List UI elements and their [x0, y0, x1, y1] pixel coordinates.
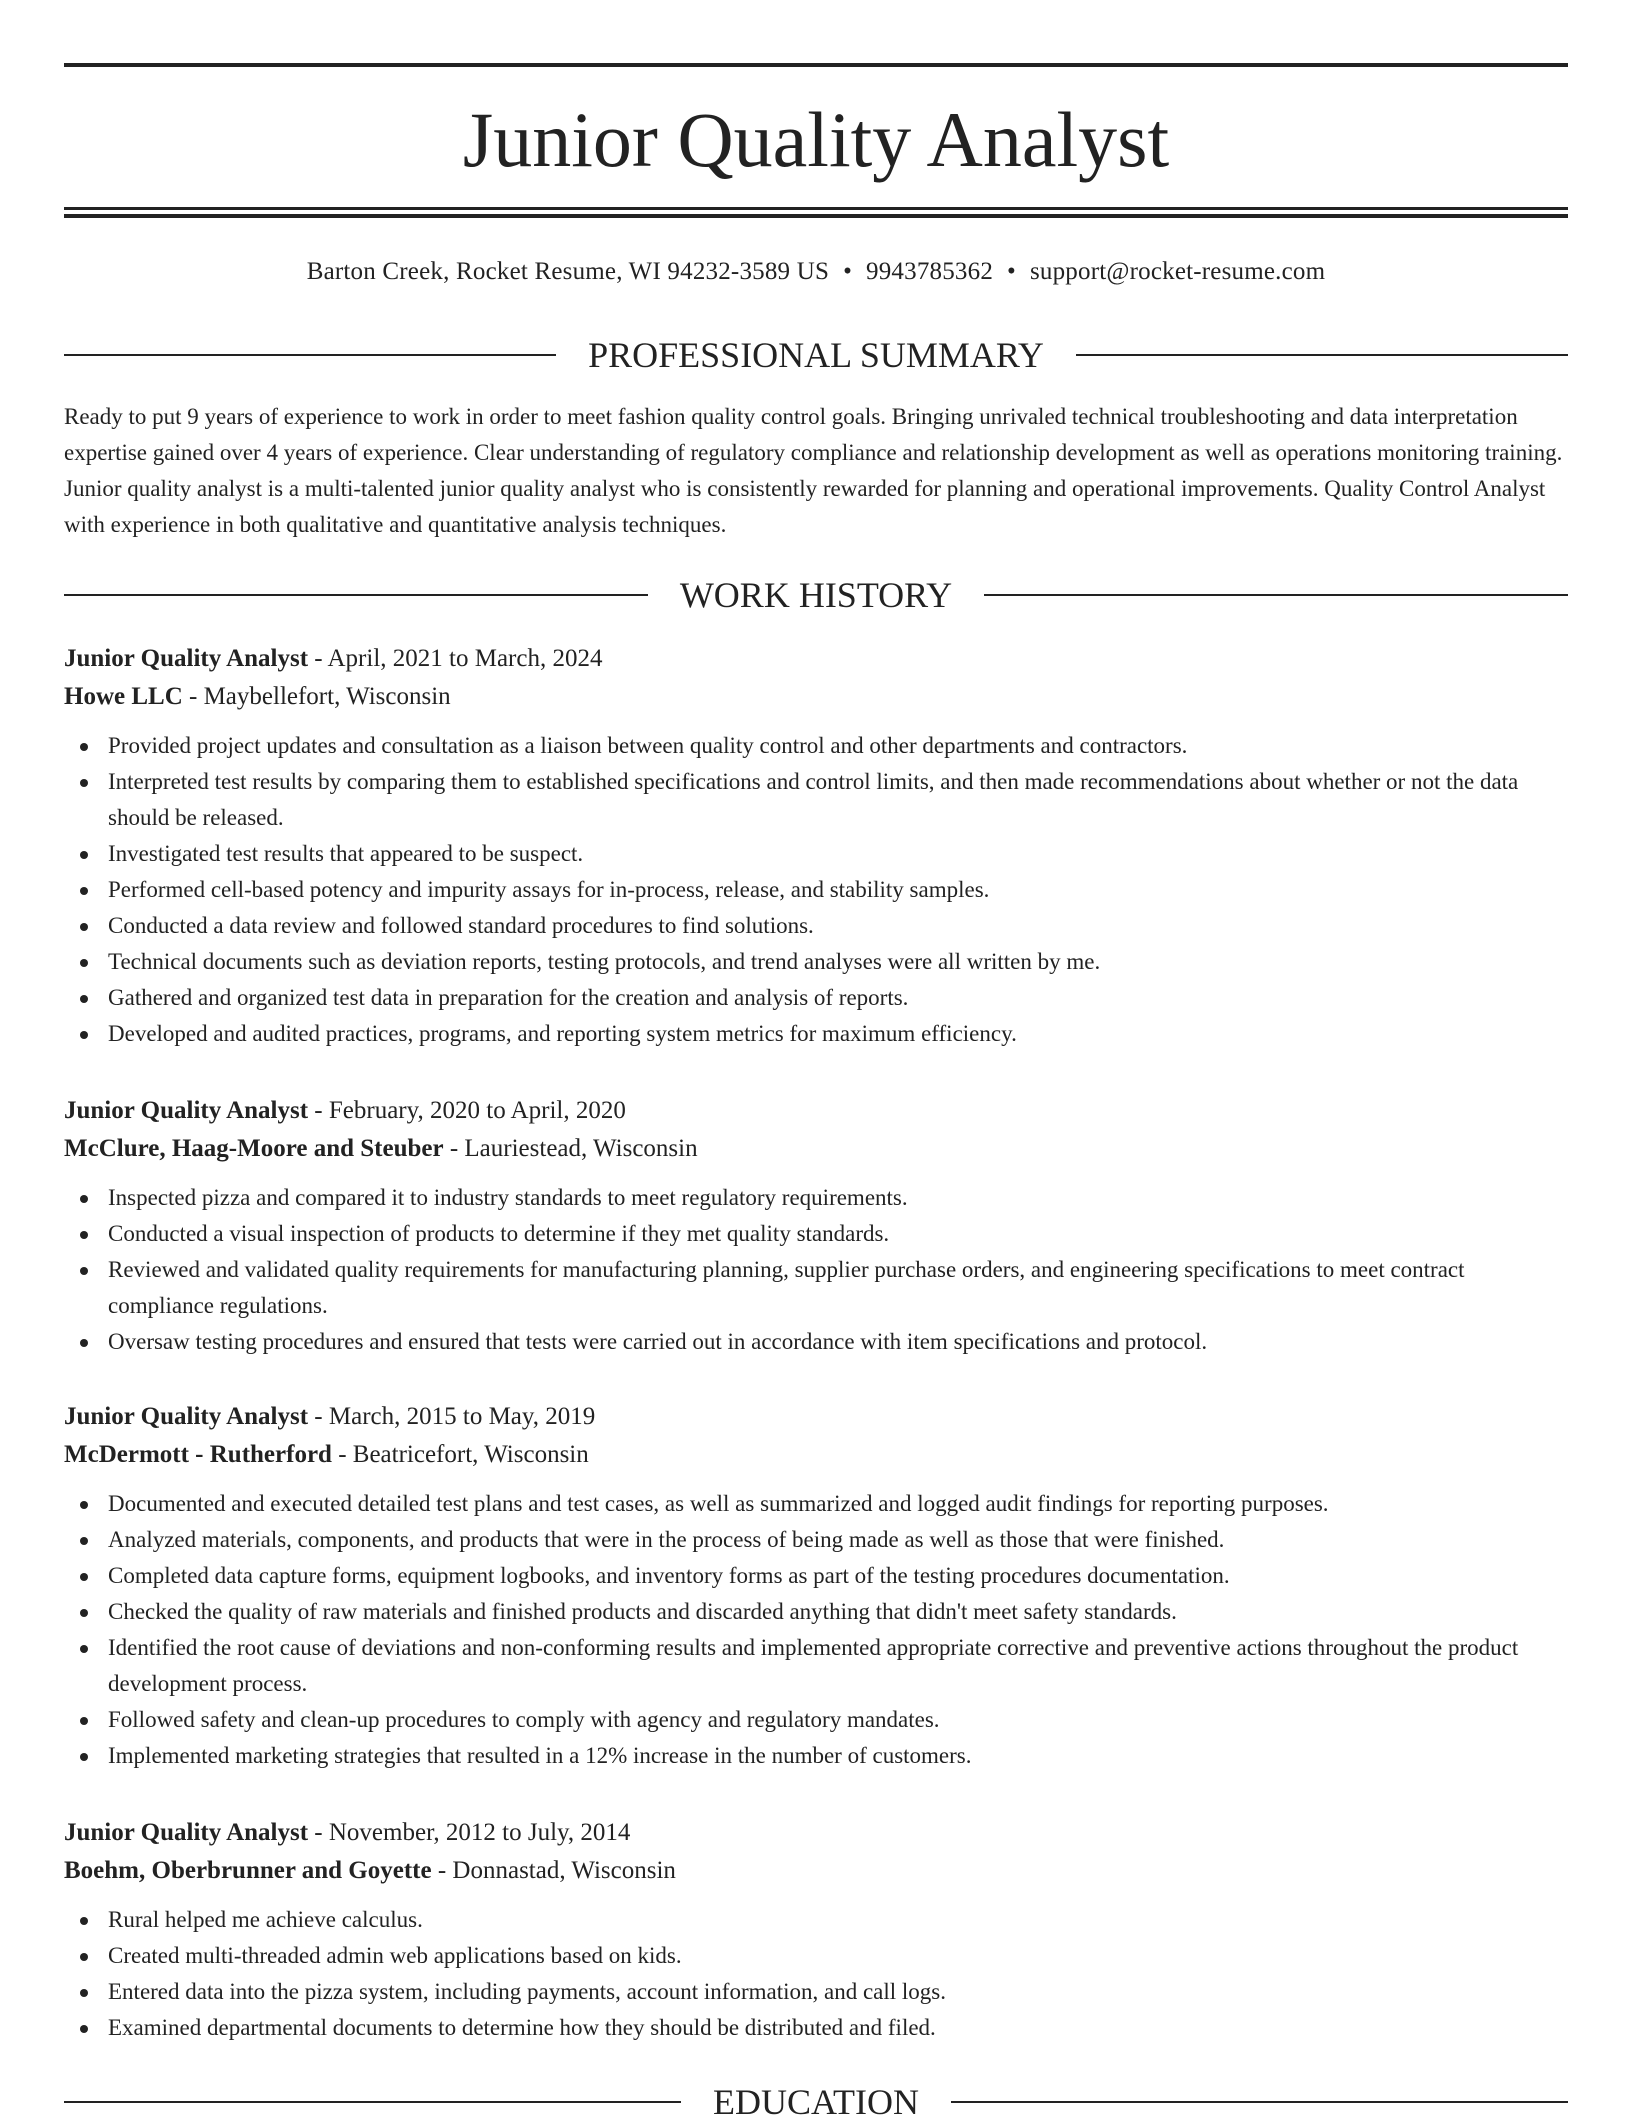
job-bullets — [64, 728, 1568, 1052]
list-item: Followed safety and clean-up procedures to comply with agency and regulatory mandates. — [64, 1702, 1568, 1738]
job-title: Junior Quality Analyst — [64, 1097, 309, 1124]
list-item: Rural helped me achieve calculus. — [64, 1902, 1568, 1938]
list-item: Checked the quality of raw materials and finished products and discarded anything that didn't meet safety standards. — [64, 1594, 1568, 1630]
summary-text: Ready to put 9 years of experience to work in order to meet fashion quality control goals. Bringing unrivaled technical troubleshooting and data interpretation expertise gained over 4 years of experience. Clear understanding of regulatory compliance and relationship development as well as operations monitoring training. Junior quality analyst is a multi-talented junior quality analyst who is consistently rewarded for planning and operational improvements. Quality Control Analyst with experience in both qualitative and quantitative analysis techniques. — [64, 404, 1563, 537]
list-item: Conducted a data review and followed standard procedures to find solutions. — [64, 908, 1568, 944]
list-item: Technical documents such as deviation reports, testing protocols, and trend analyses were all written by me. — [64, 944, 1568, 980]
list-item: Reviewed and validated quality requirements for manufacturing planning, supplier purchase orders, and engineering specifications to meet contract compliance regulations. — [64, 1252, 1568, 1324]
list-item: Created multi-threaded admin web applications based on kids. — [64, 1938, 1568, 1974]
list-item: Performed cell-based potency and impurity assays for in-process, release, and stability samples. — [64, 872, 1568, 908]
job-company-line — [64, 1436, 1568, 1474]
job-entry — [64, 1814, 1568, 2046]
job-location: - Maybellefort, Wisconsin — [182, 683, 451, 710]
list-item: Conducted a visual inspection of products to determine if they met quality standards. — [64, 1216, 1568, 1252]
job-company: Howe LLC — [64, 683, 183, 710]
double-rule — [64, 207, 1568, 218]
job-title-line — [64, 1092, 1568, 1130]
heading-rule — [64, 2101, 681, 2103]
job-company: McDermott - Rutherford — [64, 1441, 332, 1468]
job-company-line — [64, 678, 1568, 716]
heading-rule — [1076, 354, 1568, 356]
list-item: Entered data into the pizza system, including payments, account information, and call logs. — [64, 1974, 1568, 2010]
list-item: Oversaw testing procedures and ensured that tests were carried out in accordance with item specifications and protocol. — [64, 1324, 1568, 1360]
list-item: Inspected pizza and compared it to industry standards to meet regulatory requirements. — [64, 1180, 1568, 1216]
section-heading-education — [64, 2078, 1568, 2126]
job-dates: - April, 2021 to March, 2024 — [308, 645, 603, 672]
list-item: Analyzed materials, components, and products that were in the process of being made as well as those that were finished. — [64, 1522, 1568, 1558]
list-item: Gathered and organized test data in preparation for the creation and analysis of reports. — [64, 980, 1568, 1016]
contact-email: support@rocket-resume.com — [1029, 258, 1326, 285]
job-title-line — [64, 640, 1568, 678]
job-company-line — [64, 1852, 1568, 1890]
list-item: Examined departmental documents to determine how they should be distributed and filed. — [64, 2010, 1568, 2046]
resume-title: Junior Quality Analyst — [462, 96, 1170, 183]
job-company-line — [64, 1130, 1568, 1168]
job-bullets — [64, 1180, 1568, 1360]
section-title: WORK HISTORY — [679, 575, 953, 615]
list-item: Identified the root cause of deviations and non-conforming results and implemented appropriate corrective and preventive actions throughout the product development process. — [64, 1630, 1568, 1702]
job-title: Junior Quality Analyst — [64, 645, 309, 672]
list-item: Developed and audited practices, programs, and reporting system metrics for maximum efficiency. — [64, 1016, 1568, 1052]
job-entry — [64, 640, 1568, 1052]
contact-line — [64, 252, 1568, 292]
job-location: - Beatricefort, Wisconsin — [331, 1441, 589, 1468]
job-title-line — [64, 1814, 1568, 1852]
job-dates: - February, 2020 to April, 2020 — [308, 1097, 626, 1124]
job-company: Boehm, Oberbrunner and Goyette — [64, 1857, 432, 1884]
contact-separator: • — [1007, 258, 1016, 285]
contact-separator: • — [843, 258, 853, 285]
list-item: Documented and executed detailed test plans and test cases, as well as summarized and logged audit findings for reporting purposes. — [64, 1486, 1568, 1522]
contact-phone: 9943785362 — [866, 258, 994, 285]
heading-rule — [64, 594, 648, 596]
job-company: McClure, Haag-Moore and Steuber — [64, 1135, 444, 1162]
list-item: Interpreted test results by comparing them to established specifications and control limits, and then made recommendations about whether or not the data should be released. — [64, 764, 1568, 836]
job-title-line — [64, 1398, 1568, 1436]
section-heading-work-history — [64, 571, 1568, 619]
section-heading-summary — [64, 331, 1568, 379]
job-bullets — [64, 1902, 1568, 2046]
contact-address: Barton Creek, Rocket Resume, WI 94232-3589 US — [306, 258, 830, 285]
job-bullets — [64, 1486, 1568, 1774]
list-item: Implemented marketing strategies that resulted in a 12% increase in the number of customers. — [64, 1738, 1568, 1774]
job-location: - Lauriestead, Wisconsin — [443, 1135, 698, 1162]
job-dates: - November, 2012 to July, 2014 — [308, 1819, 631, 1846]
section-title: EDUCATION — [713, 2082, 919, 2122]
heading-rule — [64, 354, 556, 356]
job-dates: - March, 2015 to May, 2019 — [308, 1403, 596, 1430]
job-title: Junior Quality Analyst — [64, 1819, 309, 1846]
heading-rule — [984, 594, 1568, 596]
job-entry — [64, 1398, 1568, 1774]
job-title: Junior Quality Analyst — [64, 1403, 309, 1430]
job-entry — [64, 1092, 1568, 1360]
list-item: Provided project updates and consultation as a liaison between quality control and other departments and contractors. — [64, 728, 1568, 764]
top-rule — [64, 63, 1568, 67]
list-item: Investigated test results that appeared to be suspect. — [64, 836, 1568, 872]
heading-rule — [951, 2101, 1568, 2103]
job-location: - Donnastad, Wisconsin — [431, 1857, 676, 1884]
section-title: PROFESSIONAL SUMMARY — [588, 335, 1044, 375]
list-item: Completed data capture forms, equipment logbooks, and inventory forms as part of the testing procedures documentation. — [64, 1558, 1568, 1594]
